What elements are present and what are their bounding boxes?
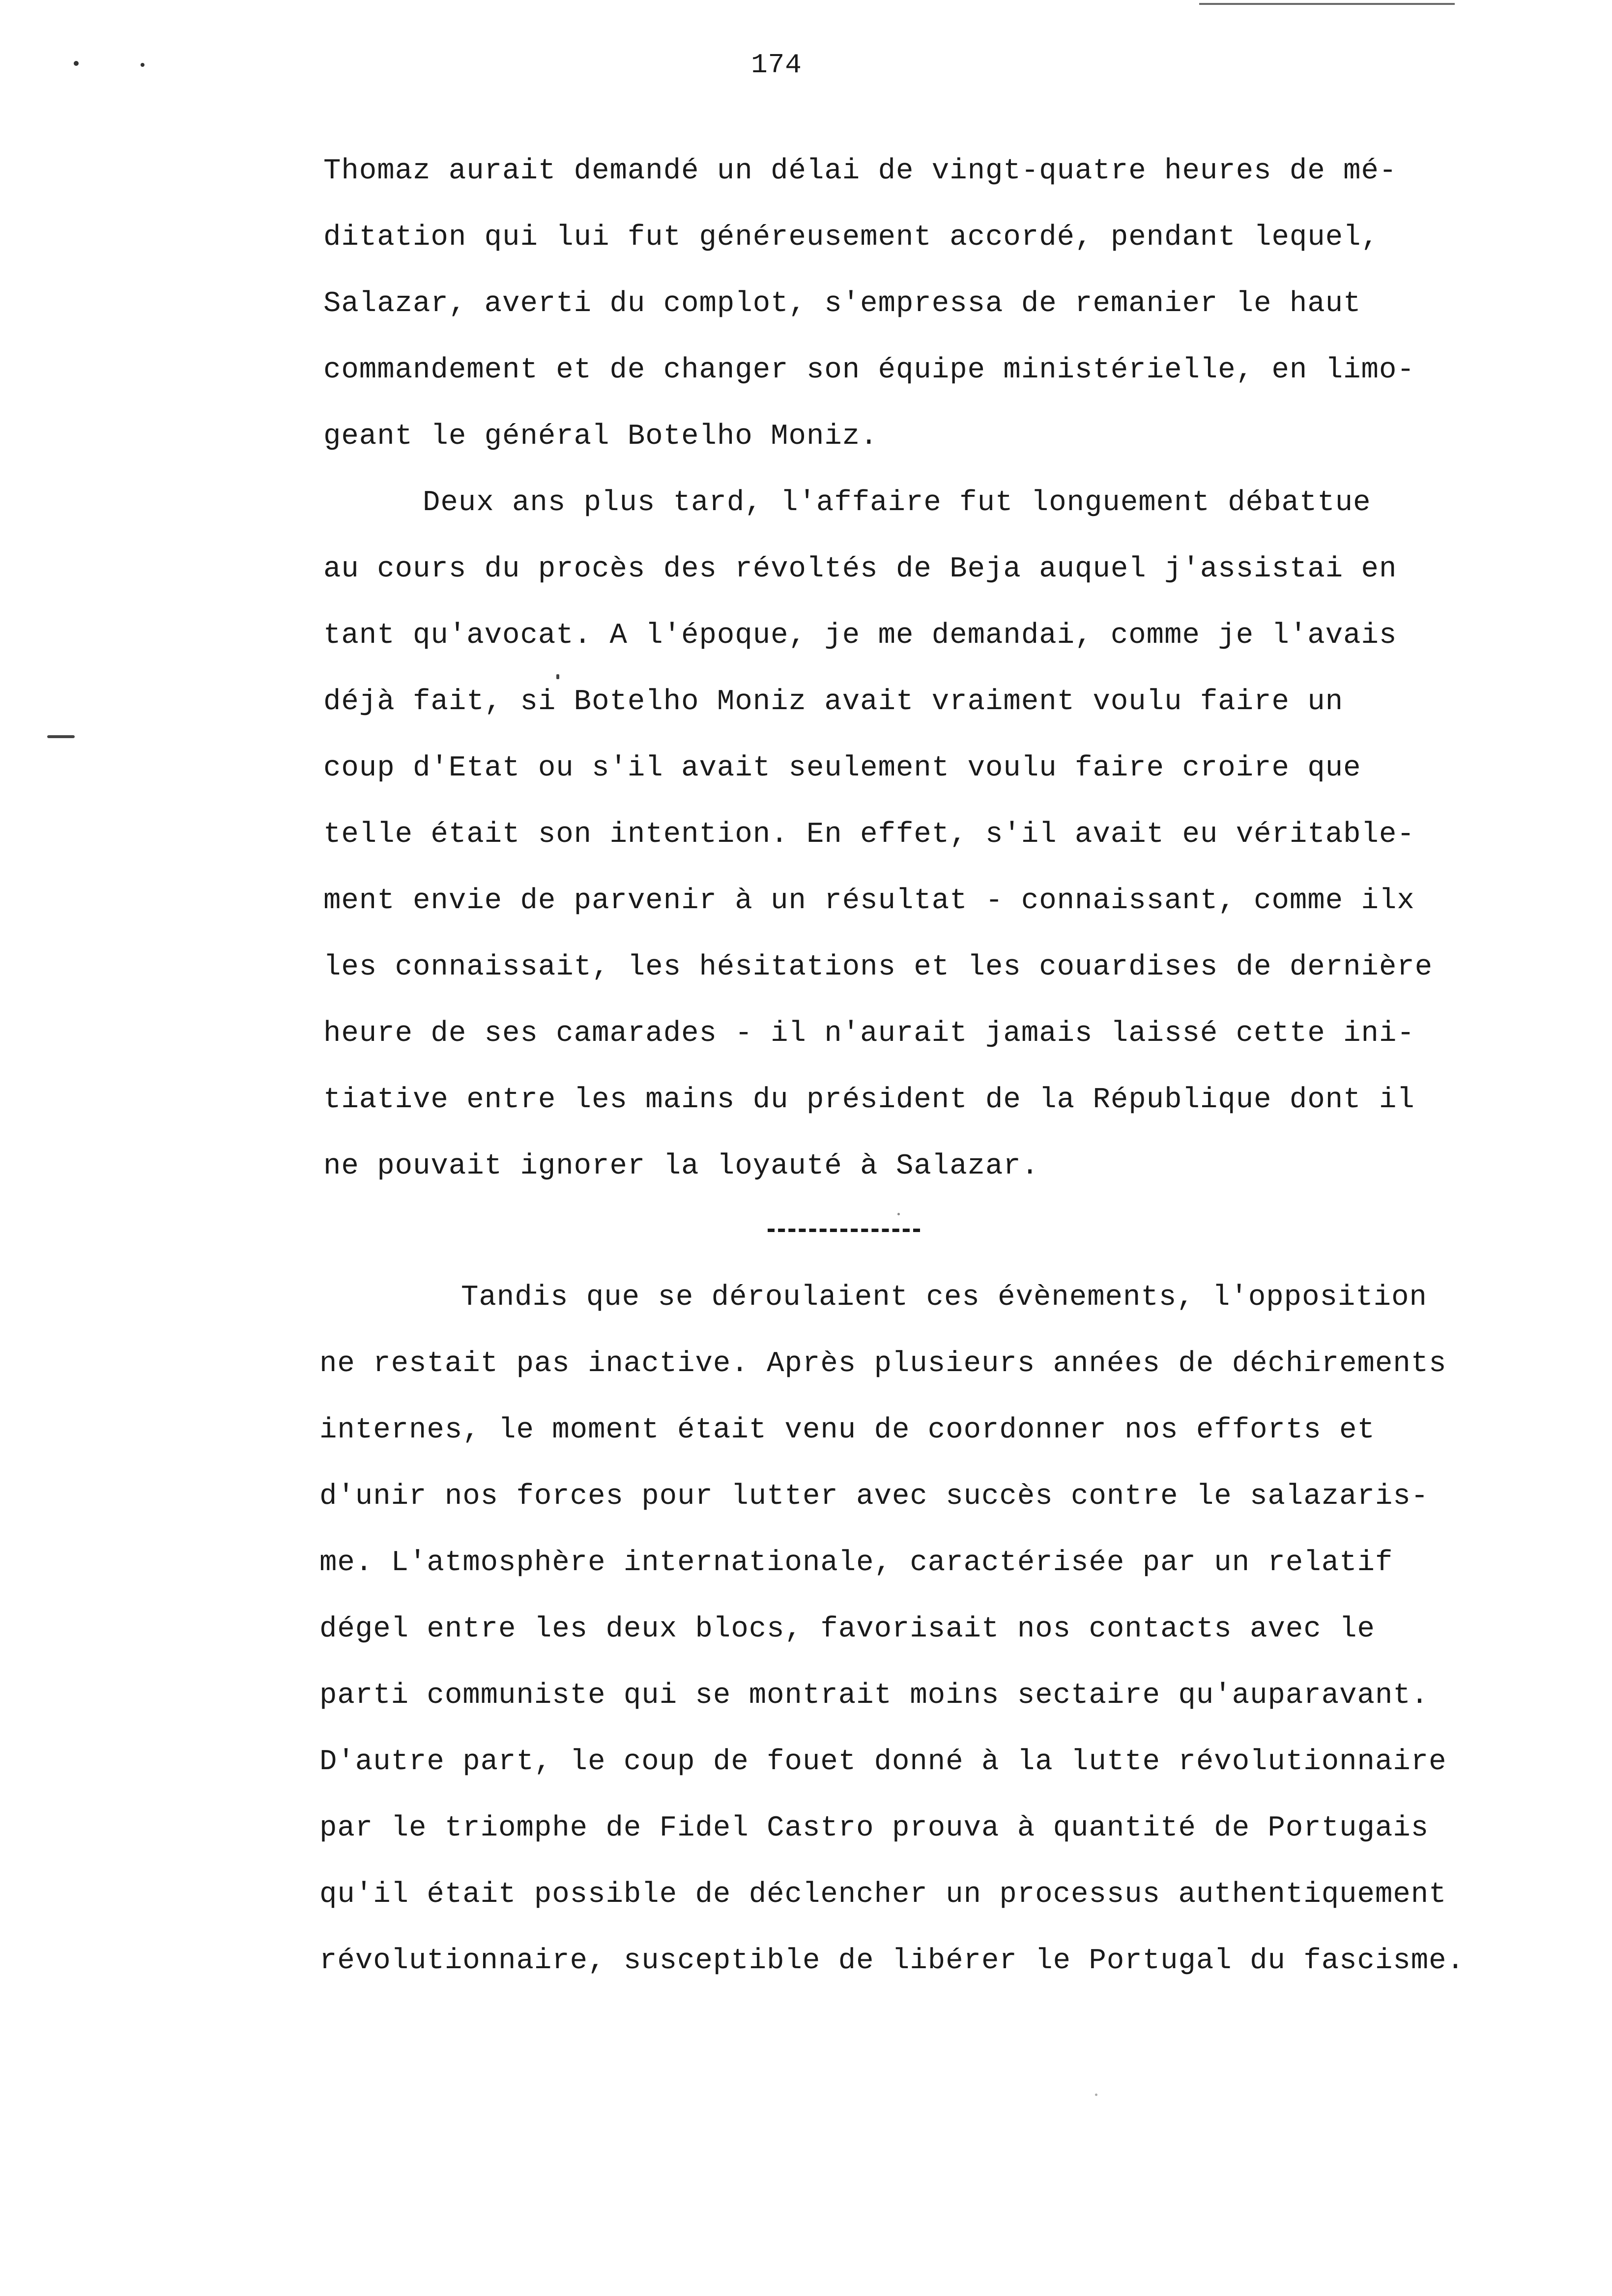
text-line: au cours du procès des révoltés de Beja auquel j'assistai en [323,552,1397,585]
ink-mark [47,735,75,738]
text-line: parti communiste qui se montrait moins sectaire qu'auparavant. [319,1679,1429,1712]
text-line: ment envie de parvenir à un résultat - connaissant, comme ilx [323,884,1415,917]
text-line: tiative entre les mains du président de la République dont il [323,1083,1415,1116]
text-line: d'unir nos forces pour lutter avec succès contre le salazaris- [319,1480,1429,1513]
text-line: les connaissait, les hésitations et les couardises de dernière [323,950,1433,983]
text-line: par le triomphe de Fidel Castro prouva à quantité de Portugais [319,1811,1429,1844]
text-line: Tandis que se déroulaient ces évènements, l'opposition [461,1281,1427,1314]
ink-speck [74,61,79,66]
top-edge-rule [1199,3,1455,5]
text-line: ne restait pas inactive. Après plusieurs années de déchirements [319,1347,1447,1380]
text-line: Salazar, averti du complot, s'empressa de remanier le haut [323,287,1361,320]
text-line: telle était son intention. En effet, s'il avait eu véritable- [323,818,1415,851]
text-line: déjà fait, si Botelho Moniz avait vraiment voulu faire un [323,685,1344,718]
text-line: coup d'Etat ou s'il avait seulement voulu faire croire que [323,751,1361,784]
text-line: révolutionnaire, susceptible de libérer le Portugal du fascisme. [319,1944,1465,1977]
ink-speck [556,674,559,679]
text-line: tant qu'avocat. A l'époque, je me demandai, comme je l'avais [323,619,1397,652]
text-line: qu'il était possible de déclencher un processus authentiquement [319,1878,1447,1911]
page-number: 174 [751,49,802,81]
ink-speck [897,1213,900,1215]
text-line: D'autre part, le coup de fouet donné à la lutte révolutionnaire [319,1745,1447,1778]
text-line: ne pouvait ignorer la loyauté à Salazar. [323,1149,1039,1182]
text-line: ditation qui lui fut généreusement accordé, pendant lequel, [323,221,1379,254]
text-line: commandement et de changer son équipe ministérielle, en limo- [323,353,1415,386]
text-line: dégel entre les deux blocs, favorisait nos contacts avec le [319,1612,1375,1645]
text-line: internes, le moment était venu de coordonner nos efforts et [319,1413,1375,1446]
text-line: heure de ses camarades - il n'aurait jamais laissé cette ini- [323,1017,1415,1050]
text-line: geant le général Botelho Moniz. [323,420,878,453]
text-line: Thomaz aurait demandé un délai de vingt-quatre heures de mé- [323,154,1397,187]
ink-speck [141,63,144,67]
section-separator [768,1229,920,1232]
text-line: Deux ans plus tard, l'affaire fut longuement débattue [423,486,1371,519]
ink-speck [1095,2094,1097,2096]
text-line: me. L'atmosphère internationale, caractérisée par un relatif [319,1546,1393,1579]
